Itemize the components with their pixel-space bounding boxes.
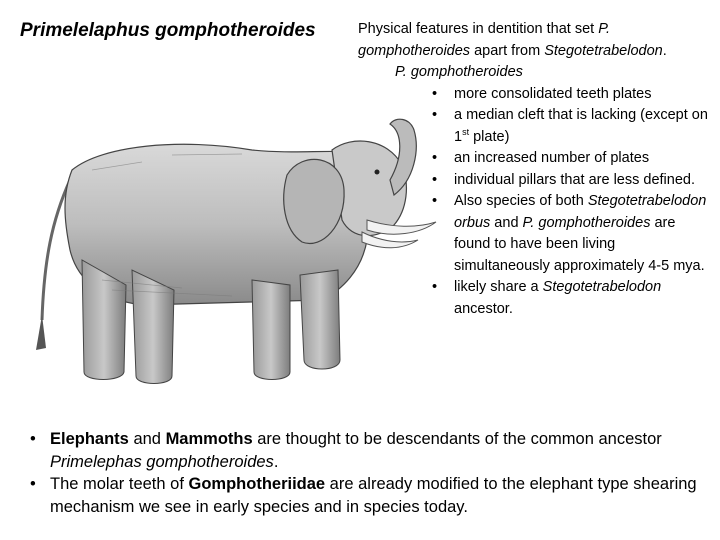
dentition-features-panel [358, 19, 708, 320]
list-item: • an increased number of plates [432, 148, 708, 170]
slide-title: Primelelaphus gomphotheroides [20, 20, 316, 41]
list-item: • Also species of both Stegotetrabelodon orbus and P. gomphotheroides are found to have been living simultaneously approximately 4-5 mya. [432, 191, 708, 277]
features-list [358, 84, 708, 321]
list-item: • The molar teeth of Gomphotheriidae are already modified to the elephant type shearing mechanism we see in early species and in species today. [30, 473, 710, 518]
list-item: • more consolidated teeth plates [432, 84, 708, 106]
summary-list [30, 428, 710, 518]
list-item: • a median cleft that is lacking (except on 1st plate) [432, 105, 708, 148]
list-item: • Elephants and Mammoths are thought to be descendants of the common ancestor Primelephas gomphotheroides. [30, 428, 710, 473]
list-item: • individual pillars that are less defined. [432, 170, 708, 192]
species-subheading: P. gomphotheroides [395, 64, 523, 80]
list-item: • likely share a Stegotetrabelodon ancestor. [432, 277, 708, 320]
intro-text: Physical features in dentition that set P. gomphotheroides apart from Stegotetrabelodon. [358, 21, 667, 59]
